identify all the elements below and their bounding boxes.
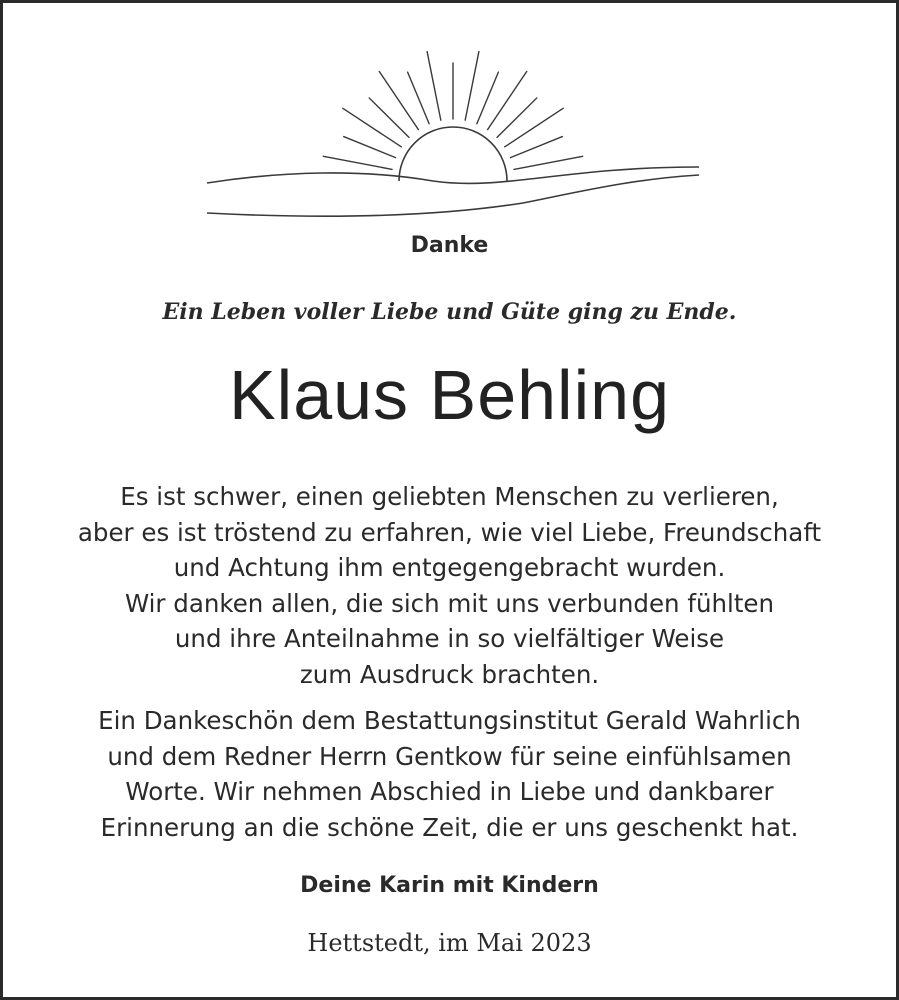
sun-ray [408,72,430,124]
sun-ray [477,72,499,124]
paragraph-line: aber es ist tröstend zu erfahren, wie viel Liebe, Freundschaft [77,517,822,547]
paragraph-line: Es ist schwer, einen geliebten Menschen zu verlieren, [120,482,779,511]
sun-ray [510,137,562,158]
motto-line: Ein Leben voller Liebe und Güte ging zu Ende. [162,299,737,325]
sun-ray [379,71,418,129]
sun-ray [505,108,563,147]
place-date: Hettstedt, im Mai 2023 [307,929,592,957]
sun-ray [488,71,527,129]
paragraph-line: und ihre Anteilnahme in so vielfältiger Weise [174,624,725,653]
paragraph-line: Worte. Wir nehmen Abschied in Liebe und dankbarer [125,777,774,806]
paragraph-line: Ein Dankeschön dem Bestattungsinstitut Gerald Wahrlich [98,706,801,735]
sun-ray [497,98,537,137]
condolence-paragraph [3,479,896,692]
sun-ray [427,52,441,121]
paragraph-line: Wir danken allen, die sich mit uns verbunden fühlten [124,588,775,618]
sun-ray [465,52,479,121]
sun-ray [343,108,401,147]
sun-ray [323,156,392,169]
paragraph-line: und dem Redner Herrn Gentkow für seine einfühlsamen [107,741,792,771]
paragraph-line: und Achtung ihm entgegengebracht wurden. [173,553,726,582]
paragraph-line: zum Ausdruck brachten. [299,659,600,689]
paragraph-line: Erinnerung an die schöne Zeit, die er uns geschenkt hat. [100,812,799,842]
deceased-name: Klaus Behling [228,356,671,434]
signature: Deine Karin mit Kindern [300,873,599,898]
rising-sun-icon [203,41,703,221]
sun-ray [514,156,583,169]
sun-ray [344,137,396,158]
header-title: Danke [410,233,489,258]
thanks-paragraph [3,703,896,845]
sun-ray [369,98,409,137]
